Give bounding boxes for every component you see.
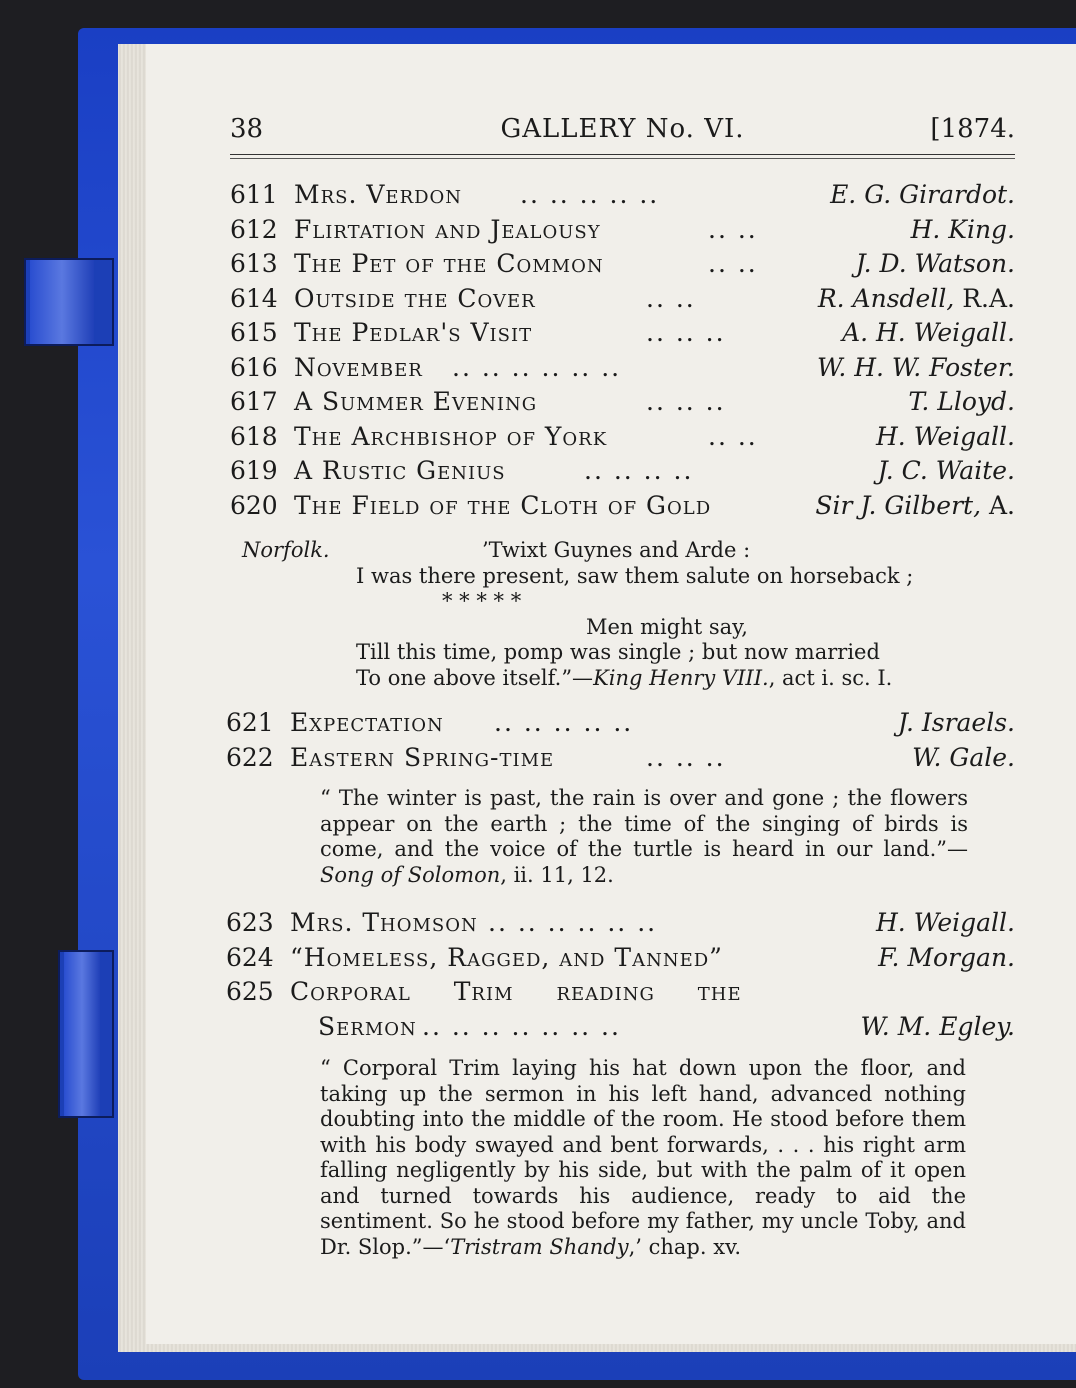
entry-title: Expectation xyxy=(290,708,444,737)
catalogue-entry xyxy=(230,454,1015,489)
quote-line: I was there present, saw them salute on horseback ; xyxy=(356,563,914,588)
entry-title: A Rustic Genius xyxy=(294,456,506,485)
entry-artist: T. Lloyd. xyxy=(908,387,1015,416)
entry-number: 622 xyxy=(226,742,274,772)
entry-artist: H. King. xyxy=(910,214,1015,244)
entry-number: 625 xyxy=(226,977,274,1006)
catalogue-entry xyxy=(226,706,1015,741)
entry-number: 617 xyxy=(230,387,278,416)
catalogue-entry xyxy=(230,247,1015,282)
entry-artist: Sir J. Gilbert, A. xyxy=(815,490,1015,520)
quote-source: King Henry VIII. xyxy=(593,665,769,690)
entry-artist: E. G. Girardot. xyxy=(830,180,1015,209)
leader-dots: .. .. .. xyxy=(646,318,726,347)
entry-artist: H. Weigall. xyxy=(876,421,1015,451)
leader-dots: .. .. .. xyxy=(646,387,726,416)
catalogue-entry xyxy=(226,906,1015,941)
entry-title: A Summer Evening xyxy=(294,387,538,416)
catalogue-entry xyxy=(226,975,1015,1010)
entry-number: 612 xyxy=(230,214,278,244)
entry-title: The Pet of the Common xyxy=(294,249,604,278)
entry-number: 613 xyxy=(230,249,278,278)
leader-dots: .. .. .. .. .. xyxy=(494,708,634,737)
leader-dots: .. .. xyxy=(708,249,758,278)
entry-number: 616 xyxy=(230,352,278,382)
catalogue-entry-continued xyxy=(226,1010,1015,1045)
entry-artist: A. H. Weigall. xyxy=(842,318,1015,347)
quote-speaker: Norfolk. xyxy=(242,538,330,562)
quote-line: Till this time, pomp was single ; but now married xyxy=(356,640,880,664)
entry-artist: F. Morgan. xyxy=(878,942,1015,972)
entry-number: 614 xyxy=(230,283,278,313)
catalogue-entry xyxy=(226,741,1015,776)
bookmark-tab-lower xyxy=(58,950,114,1118)
entry-title: The Field of the Cloth of Gold xyxy=(294,490,712,520)
entry-number: 624 xyxy=(226,942,274,972)
leader-dots: .. .. .. .. .. .. xyxy=(452,352,622,382)
quotation-625: “ Corporal Trim laying his hat down upon the floor, and taking up the sermon in his left hand, advanced nothing doubting into the middle of the room. He stood before them with his body swayed and bent forwards, . . . his right arm falling negligently by his side, but with the palm of it open and turned towards his audience, ready to aid the sentiment. So he stood before my father, my uncle Toby, and Dr. Slop.”—‘Tristram Shandy,’ chap. xv. xyxy=(320,1056,966,1259)
quote-source: Tristram Shandy xyxy=(450,1234,629,1259)
entry-artist: W. Gale. xyxy=(912,742,1015,772)
entry-number: 621 xyxy=(226,708,274,737)
leader-dots: .. .. .. .. .. .. .. xyxy=(422,1011,621,1041)
entry-number: 623 xyxy=(226,908,274,937)
entry-title: The Pedlar's Visit xyxy=(294,318,533,347)
catalogue-entries-611-620 xyxy=(230,178,1015,523)
catalogue-entry xyxy=(230,385,1015,420)
leader-dots: .. .. .. .. .. .. xyxy=(488,908,658,937)
quote-line: ’Twixt Guynes and Arde : xyxy=(482,538,751,562)
catalogue-entries-621-622 xyxy=(226,706,1015,775)
entry-title: Outside the Cover xyxy=(294,283,536,313)
leader-dots: .. .. xyxy=(646,283,696,313)
entry-artist: R. Ansdell, R.A. xyxy=(817,283,1015,313)
entry-title: “Homeless, Ragged, and Tanned” xyxy=(290,942,723,972)
header-rule xyxy=(230,154,1015,155)
catalogue-entry xyxy=(230,351,1015,386)
entry-title: November xyxy=(294,352,423,382)
entry-artist: H. Weigall. xyxy=(876,908,1015,937)
leader-dots: .. .. .. xyxy=(646,742,726,772)
gallery-title: GALLERY No. VI. xyxy=(500,114,745,144)
quote-line: To one above itself.”— xyxy=(356,665,594,690)
leader-dots: .. .. .. .. .. xyxy=(520,180,660,209)
entry-artist: J. C. Waite. xyxy=(877,456,1015,485)
page-number: 38 xyxy=(230,114,264,144)
page-year: [1874. xyxy=(930,114,1015,144)
entry-title: Flirtation and Jealousy xyxy=(294,214,601,244)
leader-dots: .. .. .. .. xyxy=(584,456,694,485)
page-header xyxy=(230,110,1015,150)
entry-number: 620 xyxy=(230,490,278,520)
entry-title: Sermon xyxy=(318,1011,417,1041)
entry-number: 619 xyxy=(230,456,278,485)
entry-title: Mrs. Verdon xyxy=(294,180,463,209)
entry-title: Mrs. Thomson xyxy=(290,908,478,937)
catalogue-entry xyxy=(230,420,1015,455)
quotation-620: Norfolk. ’Twixt Guynes and Arde : I was there present, saw them salute on horseback ; * * * * * Men might say, Till this time, pomp was single ; but now married To one above itself.”—King Henry VIII., act i. sc. I. xyxy=(242,538,962,691)
entry-title: Eastern Spring-time xyxy=(290,742,555,772)
quotation-622: “ The winter is past, the rain is over and gone ; the flowers appear on the earth ; the time of the singing of birds is come, and the voice of the turtle is heard in our land.”—Song of Solomon, ii. 11, 12. xyxy=(320,786,968,887)
entry-number: 615 xyxy=(230,318,278,347)
catalogue-entry xyxy=(230,213,1015,248)
catalogue-entry xyxy=(230,489,1015,524)
entry-artist: J. D. Watson. xyxy=(855,249,1015,278)
quote-line: Men might say, xyxy=(586,614,748,639)
catalogue-entry xyxy=(230,178,1015,213)
leader-dots: .. .. xyxy=(708,214,758,244)
catalogue-entries-623-625 xyxy=(226,906,1015,1044)
entry-artist: J. Israels. xyxy=(897,708,1015,737)
entry-artist: W. M. Egley. xyxy=(860,1011,1015,1041)
catalogue-entry xyxy=(230,316,1015,351)
header-rule-thin xyxy=(230,158,1015,159)
leader-dots: .. .. xyxy=(708,421,758,451)
catalogue-entry xyxy=(226,941,1015,976)
book-page xyxy=(146,44,1076,1344)
entry-number: 618 xyxy=(230,421,278,451)
entry-number: 611 xyxy=(230,180,278,209)
quote-stars: * * * * * xyxy=(442,589,522,613)
quote-source: Song of Solomon xyxy=(320,862,501,887)
entry-artist: W. H. W. Foster. xyxy=(817,352,1015,382)
entry-title: Corporal Trim reading the xyxy=(290,977,742,1006)
entry-title: The Archbishop of York xyxy=(294,421,608,451)
bookmark-tab-upper xyxy=(24,258,114,346)
catalogue-entry xyxy=(230,282,1015,317)
